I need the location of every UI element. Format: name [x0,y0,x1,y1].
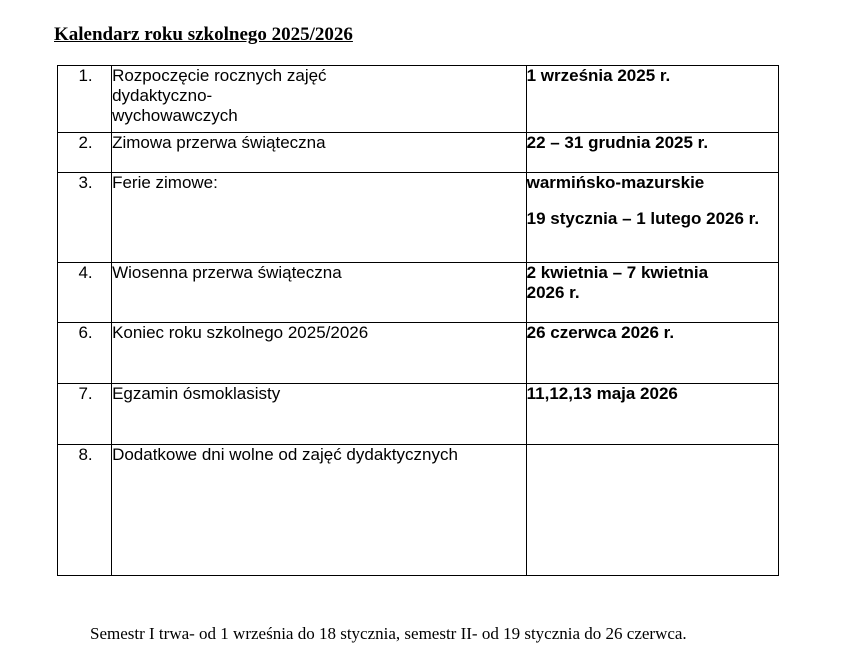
semester-note: Semestr I trwa- od 1 września do 18 stycznia, semestr II- od 19 stycznia do 26 czerwca. [90,624,687,643]
table-row [58,173,779,263]
row-number: 8. [58,445,112,576]
row-description [112,66,527,133]
row-description [112,445,527,576]
date-line: 22 – 31 grudnia 2025 r. [526,133,709,152]
description-line: Egzamin ósmoklasisty [112,384,281,403]
date-line: 2 kwietnia – 7 kwietnia [526,263,709,282]
row-date [526,323,778,384]
row-date [526,263,778,323]
table-row [58,66,779,133]
description-line: dydaktyczno- [112,86,213,105]
row-date [526,445,778,576]
row-date [526,384,778,445]
row-description [112,133,527,173]
date-line: 11,12,13 maja 2026 [526,384,678,403]
row-number: 4. [58,263,112,323]
date-line: 19 stycznia – 1 lutego 2026 r. [526,209,760,228]
school-calendar-table [57,65,779,576]
row-number: 2. [58,133,112,173]
table-row [58,384,779,445]
row-date [526,133,778,173]
description-line: Wiosenna przerwa świąteczna [112,263,342,282]
description-line: Dodatkowe dni wolne od zajęć dydaktycznych [112,445,458,464]
description-line: Ferie zimowe: [112,173,218,192]
row-description [112,384,527,445]
date-line: 26 czerwca 2026 r. [526,323,675,342]
date-line: warmińsko-mazurskie [526,173,705,192]
description-line: Rozpoczęcie rocznych zajęć [112,66,327,85]
date-line: 1 września 2025 r. [526,66,671,85]
row-date [526,173,778,263]
table-row [58,263,779,323]
row-number: 6. [58,323,112,384]
table-row [58,323,779,384]
document-title: Kalendarz roku szkolnego 2025/2026 [54,24,353,45]
row-number: 3. [58,173,112,263]
table-row [58,133,779,173]
row-description [112,323,527,384]
description-line: Zimowa przerwa świąteczna [112,133,326,152]
description-line: Koniec roku szkolnego 2025/2026 [112,323,369,342]
table-row [58,445,779,576]
date-line: 2026 r. [526,283,580,302]
row-number: 7. [58,384,112,445]
description-line: wychowawczych [112,106,238,125]
row-description [112,173,527,263]
row-date [526,66,778,133]
row-number: 1. [58,66,112,133]
row-description [112,263,527,323]
